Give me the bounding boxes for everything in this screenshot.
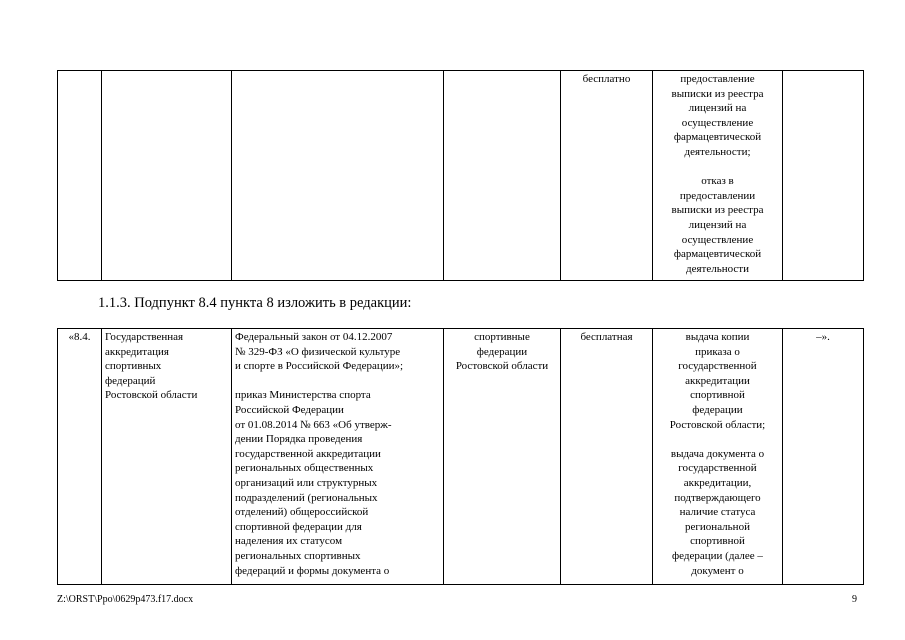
legal-text-1: Федеральный закон от 04.12.2007 № 329-ФЗ «О физической культуре и спорте в Российской Федерации»; <box>235 331 404 373</box>
cell-result <box>653 329 783 585</box>
cell-service-name <box>102 71 232 281</box>
page-number: 9 <box>852 594 857 605</box>
cell-fee: бесплатная <box>561 329 653 585</box>
result-text-1: выдача копии приказа о государственной аккредитации спортивной федерации Ростовской области; <box>669 331 766 431</box>
cell-last: –». <box>783 329 864 585</box>
legal-text-2: приказ Министерства спорта Российской Федерации от 01.08.2014 № 663 «Об утверж- дении Порядка проведения государственной аккредитации региональных общественных организаций или структурных подразделений (региональных отделений) общероссийской спортивной федерации для наделения их статусом региональных спортивных федераций и формы документа о <box>235 389 392 577</box>
result-text-2: отказ в предоставлении выписки из реестра лицензий на осуществление фармацевтической деятельности <box>671 175 764 275</box>
services-table-bottom <box>57 328 864 585</box>
table-row <box>58 71 864 281</box>
table-row <box>58 329 864 585</box>
cell-legal-basis <box>232 329 444 585</box>
footer-file-path: Z:\ORST\Ppo\0629p473.f17.docx <box>57 594 194 605</box>
cell-fee: бесплатно <box>561 71 653 281</box>
result-text-2: выдача документа о государственной аккредитации, подтверждающего наличие статуса региональной спортивной федерации (далее – документ о <box>670 447 765 577</box>
cell-last <box>783 71 864 281</box>
cell-result <box>653 71 783 281</box>
cell-legal-basis <box>232 71 444 281</box>
cell-number <box>58 71 102 281</box>
cell-service-name: Государственная аккредитация спортивных федераций Ростовской области <box>102 329 232 585</box>
cell-recipients <box>444 71 561 281</box>
services-table-top <box>57 70 864 281</box>
result-text-1: предоставление выписки из реестра лицензий на осуществление фармацевтической деятельности; <box>671 73 764 158</box>
amendment-heading: 1.1.3. Подпункт 8.4 пункта 8 изложить в редакции: <box>98 295 412 311</box>
cell-number: «8.4. <box>58 329 102 585</box>
cell-recipients: спортивные федерации Ростовской области <box>444 329 561 585</box>
